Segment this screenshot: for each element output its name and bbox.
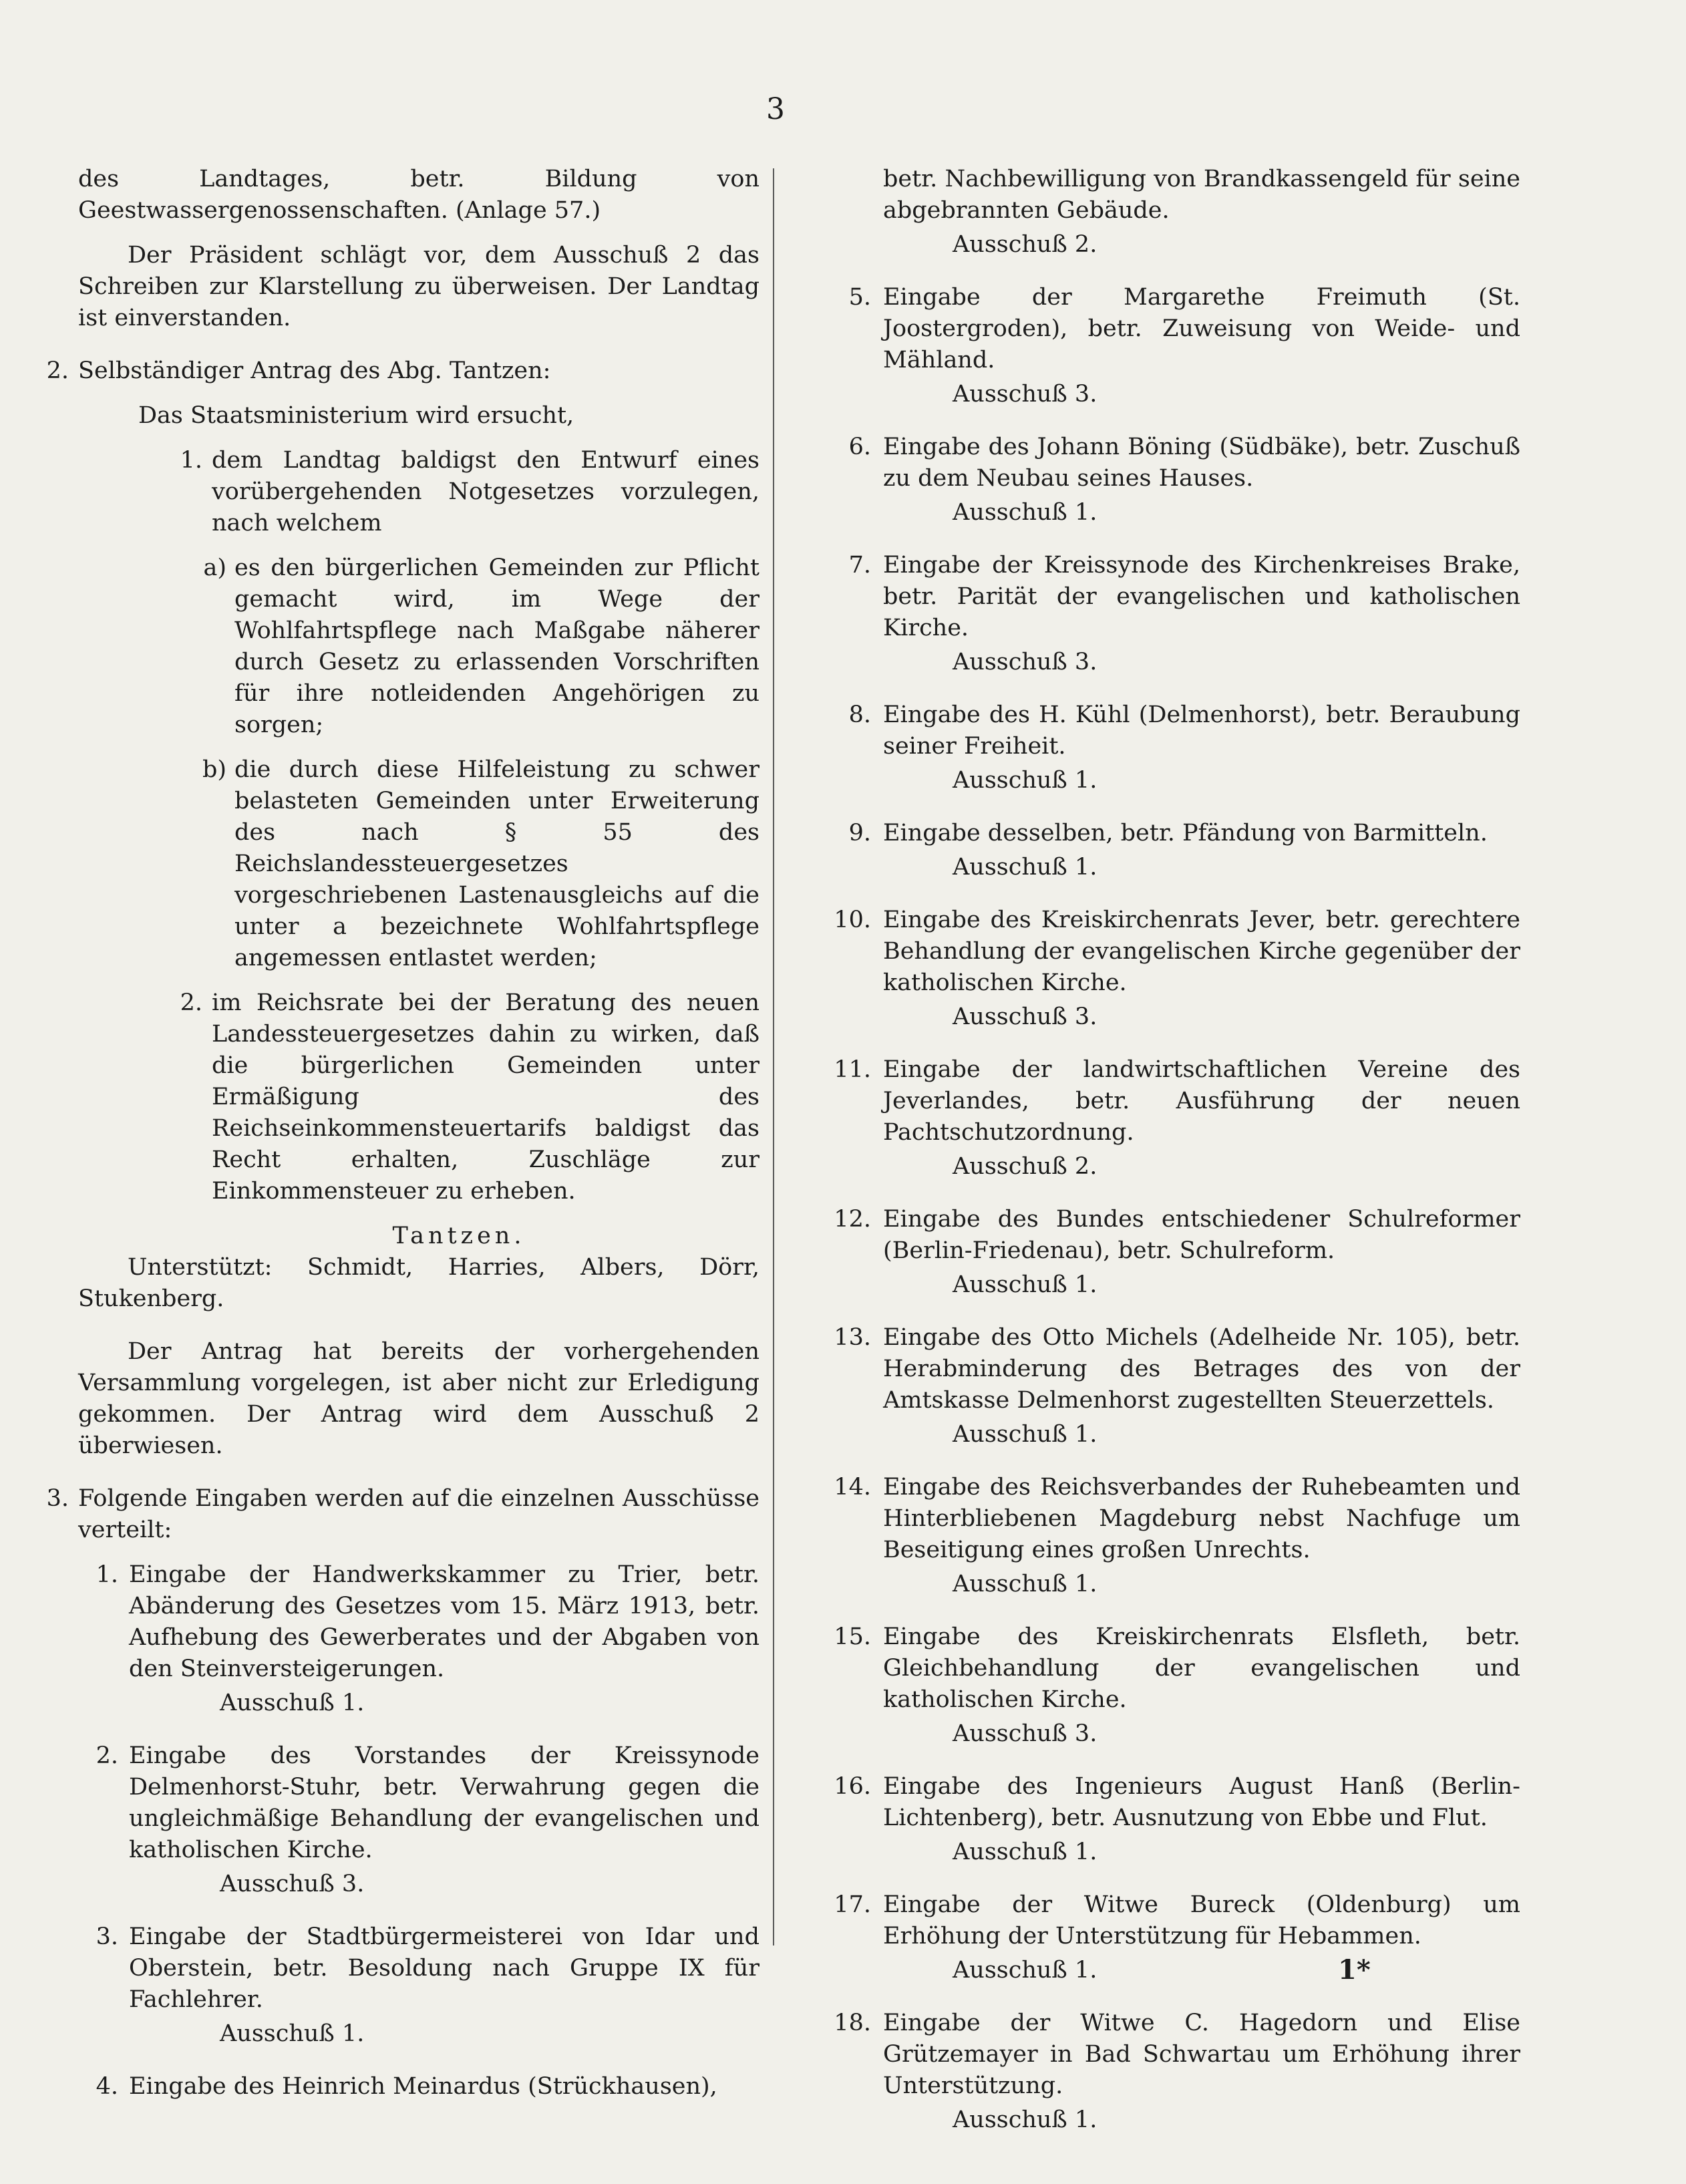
committee-assignment: Ausschuß 1. [220,2020,365,2047]
petition-number: 16. [834,1773,871,1800]
committee-assignment: Ausschuß 2. [953,1153,1098,1180]
committee-assignment: Ausschuß 1. [953,1957,1098,1984]
point-number: 1. [180,447,202,474]
petition-number: 9. [848,820,871,846]
petition-6 [807,432,1520,528]
item-number: 2. [46,357,69,384]
petition-number: 1. [96,1561,118,1588]
petition-8 [807,699,1520,796]
motion-point-1b [198,754,760,974]
committee-assignment: Ausschuß 1. [953,767,1098,794]
committee-assignment: Ausschuß 1. [953,1421,1098,1448]
petition-13 [807,1322,1520,1450]
committee-assignment: Ausschuß 2. [953,231,1098,258]
supporters: Unterstützt: Schmidt, Harries, Albers, Dörr, Stukenberg. [78,1254,760,1312]
point-text: dem Landtag baldigst den Entwurf eines vorübergehenden Notgesetzes vorzulegen, nach welchem [212,447,760,536]
petition-text: Eingabe desselben, betr. Pfändung von Barmitteln. [883,820,1488,846]
committee-assignment: Ausschuß 3. [953,381,1098,408]
committee-assignment: Ausschuß 1. [953,1839,1098,1865]
point-text: es den bürgerlichen Gemeinden zur Pflicht gemacht wird, im Wege der Wohlfahrtspflege nach Maßgabe näherer durch Gesetz zu erlassenden Vorschriften für ihre notleidenden Angehörigen zu sorgen; [234,555,760,738]
petition-number: 10. [834,907,871,933]
signature: Tantzen. [392,1223,526,1249]
petition-text: betr. Nachbewilligung von Brandkassengeld für seine abgebrannten Gebäude. [883,166,1520,224]
petition-text: Eingabe des Heinrich Meinardus (Strückhausen), [129,2073,717,2100]
sheet-signature-mark: 1* [1338,1954,1371,1986]
petition-2 [78,1740,760,1900]
president-note: Der Präsident schlägt vor, dem Ausschuß 2 das Schreiben zur Klarstellung zu überweisen. Der Landtag ist einverstanden. [78,242,760,331]
left-column [46,164,760,2102]
petition-18 [807,2008,1520,2136]
motion-point-1a [198,553,760,741]
page-number: 3 [766,92,786,126]
point-number: 2. [180,989,202,1016]
petition-number: 5. [848,284,871,311]
point-text: im Reichsrate bei der Beratung des neuen Landessteuergesetzes dahin zu wirken, daß die bürgerlichen Gemeinden unter Ermäßigung des Reichseinkommensteuertarifs baldigst das Recht erhalten, Zuschläge zur Einkommensteuer zu erheben. [212,989,760,1205]
petition-15 [807,1621,1520,1750]
petition-14 [807,1472,1520,1600]
committee-assignment: Ausschuß 3. [953,649,1098,675]
committee-assignment: Ausschuß 1. [953,854,1098,881]
petition-10 [807,905,1520,1033]
petition-4-continuation [807,164,1520,261]
point-label: a) [203,555,226,581]
right-column [807,164,1520,2136]
petition-16 [807,1771,1520,1868]
committee-assignment: Ausschuß 1. [953,499,1098,526]
petition-number: 7. [848,552,871,579]
petition-number: 14. [834,1474,871,1501]
motion-note: Der Antrag hat bereits der vorhergehenden Versammlung vorgelegen, ist aber nicht zur Erledigung gekommen. Der Antrag wird dem Ausschuß 2 überwiesen. [78,1338,760,1459]
point-label: b) [202,756,226,783]
petition-text: Eingabe der Handwerkskammer zu Trier, betr. Abänderung des Gesetzes vom 15. März 1913, betr. Aufhebung des Gewerberates und der Abgaben von den Steinversteigerungen. [129,1561,760,1682]
petition-3 [78,1921,760,2050]
point-text: die durch diese Hilfeleistung zu schwer belasteten Gemeinden unter Erweiterung des nach § 55 des Reichslandessteuergesetzes vorgeschriebenen Lastenausgleichs auf die unter a bezeichnete Wohlfahrtspflege angemessen entlastet werden; [234,756,760,971]
petition-4 [78,2071,760,2102]
opening-paragraph: des Landtages, betr. Bildung von Geestwassergenossenschaften. (Anlage 57.) [78,166,760,224]
petition-number: 11. [834,1056,871,1083]
petition-text: Eingabe des Bundes entschiedener Schulreformer (Berlin-Friedenau), betr. Schulreform. [883,1206,1520,1264]
petition-text: Eingabe des Kreiskirchenrats Elsfleth, betr. Gleichbehandlung der evangelischen und katholischen Kirche. [883,1623,1520,1713]
petition-number: 6. [848,434,871,460]
item-title: Folgende Eingaben werden auf die einzelnen Ausschüsse verteilt: [78,1485,760,1543]
committee-assignment: Ausschuß 3. [220,1871,365,1897]
committee-assignment: Ausschuß 1. [220,1690,365,1716]
motion-body [125,400,760,1207]
petition-number: 13. [834,1324,871,1351]
committee-assignment: Ausschuß 3. [953,1003,1098,1030]
petition-text: Eingabe der Stadtbürgermeisterei von Idar und Oberstein, betr. Besoldung nach Gruppe IX für Fachlehrer. [129,1923,760,2013]
petition-text: Eingabe des Vorstandes der Kreissynode Delmenhorst-Stuhr, betr. Verwahrung gegen die ungleichmäßige Behandlung der evangelischen und katholischen Kirche. [129,1742,760,1863]
petition-number: 8. [848,701,871,728]
petition-text: Eingabe des Johann Böning (Südbäke), betr. Zuschuß zu dem Neubau seines Hauses. [883,434,1520,492]
petition-text: Eingabe des H. Kühl (Delmenhorst), betr. Beraubung seiner Freiheit. [883,701,1520,760]
column-divider [773,168,774,1945]
petition-number: 4. [96,2073,118,2100]
petition-text: Eingabe des Ingenieurs August Hanß (Berlin-Lichtenberg), betr. Ausnutzung von Ebbe und Flut. [883,1773,1520,1831]
petition-text: Eingabe der Kreissynode des Kirchenkreises Brake, betr. Parität der evangelischen und katholischen Kirche. [883,552,1520,641]
petition-number: 15. [834,1623,871,1650]
item-title: Selbständiger Antrag des Abg. Tantzen: [78,357,551,384]
petition-1 [78,1559,760,1719]
item-number: 3. [46,1485,69,1512]
petition-12 [807,1204,1520,1301]
petition-number: 17. [834,1891,871,1918]
motion-point-2 [166,987,760,1207]
petition-number: 12. [834,1206,871,1233]
committee-assignment: Ausschuß 1. [953,1571,1098,1597]
agenda-item-2 [46,355,760,387]
petition-17 [807,1889,1520,1986]
petition-number: 3. [96,1923,118,1950]
committee-assignment: Ausschuß 1. [953,1271,1098,1298]
petition-text: Eingabe der landwirtschaftlichen Vereine des Jeverlandes, betr. Ausführung der neuen Pachtschutzordnung. [883,1056,1520,1146]
motion-point-1 [166,445,760,539]
petition-number: 2. [96,1742,118,1769]
petition-text: Eingabe der Margarethe Freimuth (St. Joostergroden), betr. Zuweisung von Weide- und Mähland. [883,284,1520,373]
petition-number: 18. [834,2010,871,2036]
petition-text: Eingabe des Kreiskirchenrats Jever, betr. gerechtere Behandlung der evangelischen Kirche gegenüber der katholischen Kirche. [883,907,1520,996]
petition-text: Eingabe des Otto Michels (Adelheide Nr. 105), betr. Herabminderung des Betrages des von der Amtskasse Delmenhorst zugestellten Steuerzettels. [883,1324,1520,1414]
petition-7 [807,550,1520,678]
petition-9 [807,818,1520,883]
petition-11 [807,1054,1520,1183]
petition-text: Eingabe der Witwe C. Hagedorn und Elise Grützemayer in Bad Schwartau um Erhöhung ihrer Unterstützung. [883,2010,1520,2099]
petition-5 [807,282,1520,410]
committee-assignment: Ausschuß 1. [953,2107,1098,2133]
motion-request: Das Staatsministerium wird ersucht, [138,402,574,429]
committee-assignment: Ausschuß 3. [953,1720,1098,1747]
agenda-item-3 [46,1483,760,1546]
petition-text: Eingabe der Witwe Bureck (Oldenburg) um Erhöhung der Unterstützung für Hebammen. [883,1891,1520,1949]
petition-text: Eingabe des Reichsverbandes der Ruhebeamten und Hinterbliebenen Magdeburg nebst Nachfuge um Beseitigung eines großen Unrechts. [883,1474,1520,1563]
